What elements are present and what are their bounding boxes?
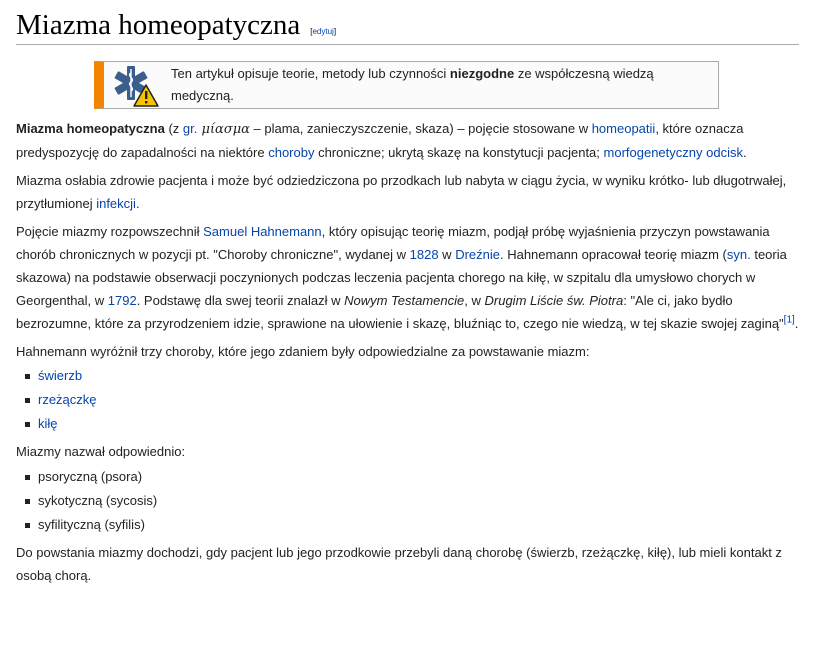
text: chroniczne; ukrytą skazę na konstytucji pacjenta; — [314, 145, 604, 160]
paragraph-5: Miazmy nazwał odpowiednio: — [16, 444, 186, 459]
article-heading — [16, 9, 799, 45]
edit-section: [edytuj] — [310, 27, 337, 36]
text: Miazma osłabia zdrowie pacjenta i może być odziedziczona po przodkach lub nabyta w ciągu życia, w wyniku krótko- lub długotrwałej, przytłumionej — [16, 173, 787, 211]
list-item: sykotyczną (sycosis) — [38, 489, 814, 512]
reference-link[interactable]: [1] — [783, 314, 795, 326]
link-homeopatii[interactable]: homeopatii — [591, 121, 656, 136]
text: . Podstawę dla swej teorii znalazł w — [136, 293, 345, 308]
term-bold: Miazma homeopatyczna — [16, 121, 165, 136]
link-syn[interactable]: syn. — [726, 247, 751, 262]
link-swierzb[interactable]: świerzb — [38, 368, 83, 383]
text: , które oznacza predyspozycję do zapadalności na niektóre — [16, 121, 744, 160]
paragraph-3 — [16, 220, 799, 335]
list-item — [38, 364, 814, 387]
notice-text-part: ze współczesną wiedzą medyczną. — [171, 66, 654, 103]
paragraph-6: Do powstania miazmy dochodzi, gdy pacjent lub jego przodkowie przebyli daną chorobę (świerzb, rzeżączkę, kiłę), lub mieli kontakt z osobą chorą. — [16, 545, 782, 583]
list-item — [38, 388, 814, 411]
text: Pojęcie miazmy rozpowszechnił — [16, 224, 204, 239]
text: . — [742, 145, 747, 160]
greek-term: μίασμα — [197, 122, 250, 137]
text: (z — [164, 121, 183, 136]
miasm-list — [16, 465, 814, 536]
link-kile[interactable]: kiłę — [38, 416, 58, 431]
text: , w — [464, 293, 485, 308]
paragraph-2 — [16, 169, 799, 215]
link-choroby[interactable]: choroby — [268, 145, 315, 160]
notice-text-part: Ten artykuł opisuje teorie, metody lub czynności — [171, 66, 450, 81]
link-1792[interactable]: 1792 — [107, 293, 137, 308]
list-item: psoryczną (psora) — [38, 465, 814, 488]
article-page — [0, 9, 814, 652]
page-title: Miazma homeopatyczna — [16, 9, 301, 41]
italic-title: Nowym Testamencie — [344, 293, 465, 308]
text: – plama, zanieczyszczenie, skaza) – pojęcie stosowane w — [249, 121, 592, 136]
link-drezno[interactable]: Dreźnie — [455, 247, 500, 262]
link-rzezaczke[interactable]: rzeżączkę — [38, 392, 97, 407]
text: : "Ale ci, jako bydło bezrozumne, które za przyrodzeniem idzie, sprawione na ułowienie i skazę, bluźniąc to, czego nie wiedzą, w tej skazie swojej zaginą" — [16, 293, 784, 331]
link-infekcji[interactable]: infekcji — [96, 196, 136, 211]
disease-list — [16, 364, 814, 435]
warning-notice-text — [171, 63, 711, 107]
list-item: syfilityczną (syfilis) — [38, 513, 814, 536]
italic-title: Drugim Liście św. Piotra — [484, 293, 624, 308]
text: w — [438, 247, 456, 262]
paragraph-intro — [16, 117, 799, 164]
text: . Hahnemann opracował teorię miazm ( — [499, 247, 727, 262]
link-samuel-hahnemann[interactable]: Samuel Hahnemann — [203, 224, 322, 239]
paragraph-4: Hahnemann wyróżnił trzy choroby, które jego zdaniem były odpowiedzialne za powstawanie miazm: — [16, 344, 590, 359]
text: , który opisując teorię miazm, podjął próbę wyjaśnienia przyczyn powstawania chorób chronicznych w pozycji pt. "Choroby chroniczne", wydanej w — [16, 224, 770, 262]
list-item — [38, 412, 814, 435]
text: . — [794, 316, 799, 331]
notice-bold-text: niezgodne — [449, 66, 515, 81]
medical-warning-icon — [109, 63, 159, 107]
link-morfogenetyczny-odcisk[interactable]: morfogenetyczny odcisk — [603, 145, 743, 160]
warning-notice-box — [94, 61, 719, 109]
link-gr[interactable]: gr. — [182, 121, 198, 136]
edit-link[interactable]: edytuj — [312, 27, 334, 36]
text: . — [135, 196, 140, 211]
text: teoria skazowa) na podstawie obserwacji poczynionych podczas leczenia pacjenta chorego na kiłę, w szpitalu dla umysłowo chorych w Georgenthal, w — [16, 247, 787, 308]
link-1828[interactable]: 1828 — [409, 247, 439, 262]
